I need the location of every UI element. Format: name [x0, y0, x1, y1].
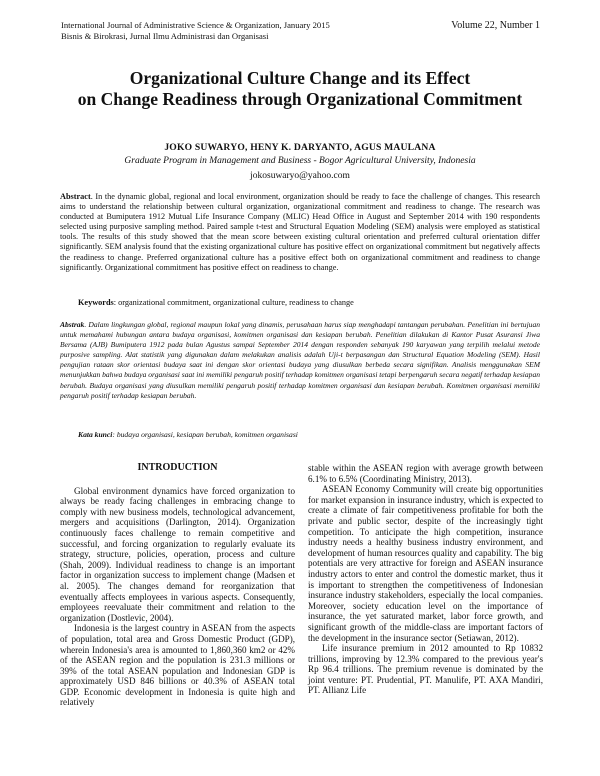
- paragraph: Life insurance premium in 2012 amounted to Rp 10832 trillions, improving by 12.3% compared to the previous year's Rp 96.4 trillions. The premium revenue is dominated by the joint venture: PT. Prudential, PT. Manulife, PT. AXA Mandiri, PT. Allianz Life: [308, 643, 543, 696]
- abstract-label: Abstract: [60, 192, 91, 201]
- body-column-right: [308, 463, 543, 696]
- author-email: jokosuwaryo@yahoo.com: [250, 171, 350, 181]
- abstrak-label: Abstrak: [60, 320, 85, 329]
- kata-kunci-text: : budaya organisasi, kesiapan berubah, komitmen organisasi: [112, 430, 298, 439]
- journal-header: [61, 20, 330, 41]
- abstrak-block: [60, 320, 540, 401]
- article-title: [40, 68, 560, 110]
- title-line-1: Organizational Culture Change and its Effect: [129, 68, 471, 88]
- section-heading-introduction: INTRODUCTION: [137, 462, 218, 473]
- body-column-left: [60, 463, 295, 708]
- journal-subname: Bisnis & Birokrasi, Jurnal Ilmu Administrasi dan Organisasi: [61, 30, 269, 41]
- abstrak-text: . Dalam lingkungan global, regional maupun lokal yang dinamis, perusahaan harus siap menghadapi tantangan perubahan. Penelitian ini bertujuan untuk memahami hubungan antara budaya organisasi, komitmen organisasi dan kesiapan berubah. Penelitian dilakukan di Kantor Pusat Asuransi Jiwa Bersama (AJB) Bumiputera 1912 pada bulan Agustus sampai September 2014 dengan responden sebanyak 190 karyawan yang terpilih melalui metode purposive sampling. Alat statistik yang digunakan dalam melakukan analisis adalah Uji-t berpasangan dan Structural Equation Modeling (SEM). Hasil pengujian rataan skor orientasi budaya saat ini dengan skor orientasi budaya yang diusulkan berbeda secara signifikan. Analisis menggunakan SEM menunjukkan bahwa budaya organisasi saat ini memiliki pengaruh positif terhadap komitmen organisasi tetapi berpengaruh secara negatif terhadap kesiapan berubah. Budaya organisasi yang diusulkan memiliki pengaruh positif terhadap komitmen organisasi dan kesiapan berubah. Komitmen organisasi memiliki pengaruh positif terhadap kesiapan berubah.: [60, 320, 540, 400]
- title-line-2: on Change Readiness through Organizational Commitment: [77, 89, 523, 109]
- keywords-text: : organizational commitment, organizational culture, readiness to change: [113, 298, 354, 307]
- journal-name: International Journal of Administrative Science & Organization, January 2015: [61, 20, 330, 30]
- kata-kunci-label: Kata kunci: [78, 430, 113, 439]
- affiliation: Graduate Program in Management and Business - Bogor Agricultural University, Indonesia: [124, 156, 476, 166]
- authors: JOKO SUWARYO, HENY K. DARYANTO, AGUS MAULANA: [164, 142, 436, 153]
- kata-kunci-block: [78, 430, 540, 439]
- volume-number: Volume 22, Number 1: [451, 20, 540, 31]
- paragraph: Indonesia is the largest country in ASEAN from the aspects of population, total area and Gross Domestic Product (GDP), wherein Indonesia's area is amounted to 1,860,360 km2 or 42% of the ASEAN region and the population is 231.3 millions or 39% of the total ASEAN population and Indonesian GDP is approximately USD 846 billions or 40.3% of ASEAN total GDP. Economic development in Indonesia is quite high and relatively: [60, 623, 295, 708]
- keywords-label: Keywords: [78, 298, 114, 307]
- paragraph: ASEAN Economy Community will create big opportunities for market expansion in insurance industry, which is expected to create a climate of fair competitiveness profitable for both the private and public sector, despite of the increasingly tight competition. To anticipate the high competition, insurance industry needs a healthy business industry environment, and development of human resources quality and capability. The big potentials are very attractive for foreign and ASEAN insurance industry actors to enter and control the domestic market, thus it is important to strengthen the competitiveness of Indonesian insurance industry stakeholders, especially the local companies. Moreover, society education level on the importance of insurance, the yet saturated market, labor force growth, and significant growth of the middle-class are important factors of the development in the insurance sector (Setiawan, 2012).: [308, 484, 543, 643]
- keywords-block: [78, 298, 540, 307]
- abstract-text: . In the dynamic global, regional and local environment, organization should be ready to face the challenge of changes. This research aims to understand the relationship between cultural organization, organizational commitment and readiness to change. The research was conducted at Bumiputera 1912 Mutual Life Insurance Company (MLIC) Head Office in August and September 2014 with 190 respondents selected using purposive sampling method. Paired sample t-test and Structural Equation Modeling (SEM) analysis were employed as statistical tools. The results of this study showed that the mean score between existing cultural orientation and preferred cultural orientation differ significantly. SEM analysis found that the existing organizational culture has positive effect on organizational commitment but negatively affects the readiness to change. Preferred organizational culture has a positive effect both on organizational commitment and readiness to change significantly. Organizational commitment has positive effect on readiness to change.: [60, 192, 540, 272]
- paragraph-continuation: stable within the ASEAN region with average growth between 6.1% to 6.5% (Coordinating Ministry, 2013).: [308, 463, 543, 484]
- abstract-block: [60, 192, 540, 273]
- paragraph: Global environment dynamics have forced organization to always be ready facing challenges in embracing change to comply with new business models, technological advancement, mergers and acquisitions (Darlington, 2014). Organization continuously faces challenge to remain competitive and successful, and forcing organization to regularly evaluate its strategy, structure, policies, operation, process and culture (Shah, 2009). Individual readiness to change is an important factor in organization success to implement change (Madsen et al. 2005). The changes demand for reorganization that eventually affects employees in various aspects. Consequently, employees reevaluate their commitment and relation to the organization (Dostlevic, 2004).: [60, 485, 295, 623]
